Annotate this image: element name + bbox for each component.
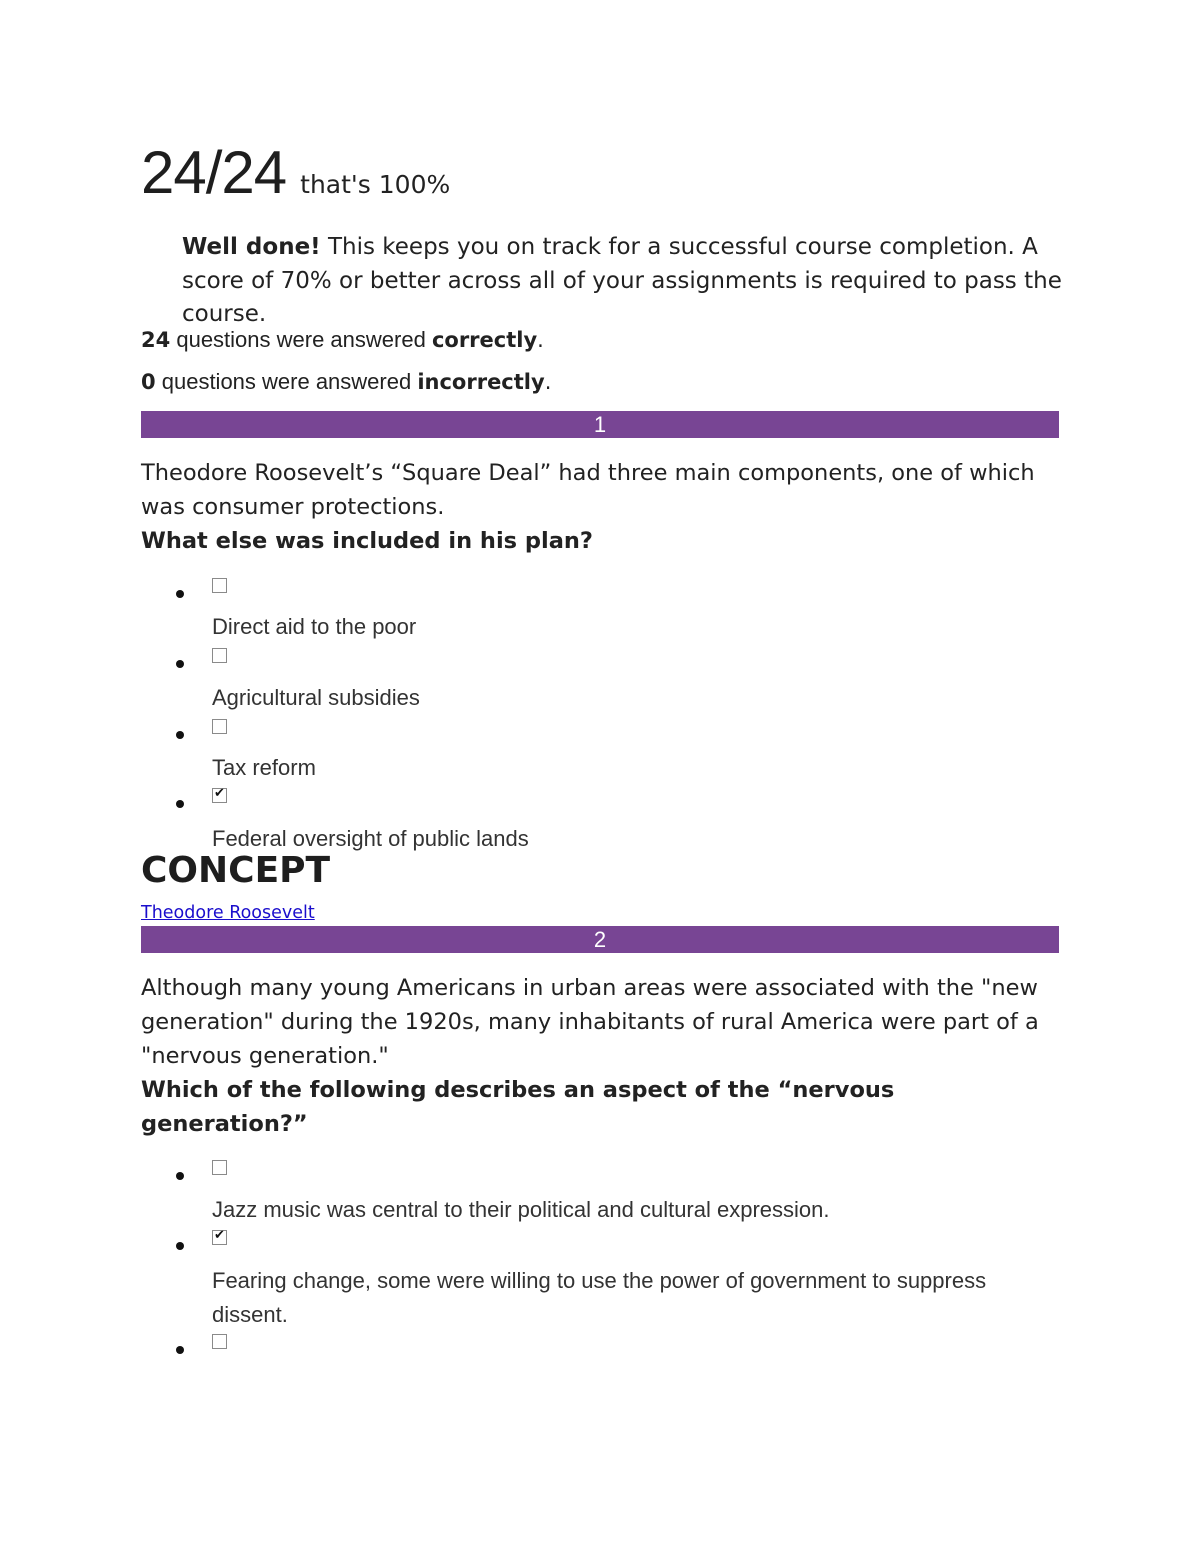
checkbox-checked[interactable] (212, 788, 227, 803)
checkbox[interactable] (212, 719, 227, 734)
bullet-icon (176, 1242, 184, 1250)
question-prompt: What else was included in his plan? (141, 528, 593, 554)
question-prompt: Which of the following describes an aspect of the “nervous generation?” (141, 1077, 895, 1137)
feedback-message (182, 231, 1062, 332)
correct-count: 24 (141, 328, 171, 352)
option-label: Tax reform (212, 755, 316, 780)
score-summary (141, 138, 450, 207)
incorrect-stat (141, 369, 551, 395)
option-label: Federal oversight of public lands (212, 826, 529, 851)
score-percent: that's 100% (300, 170, 451, 199)
incorrect-count: 0 (141, 370, 156, 394)
question-text: Although many young Americans in urban areas were associated with the "new generation" during the 1920s, many inhabitants of rural America were part of a "nervous generation." (141, 975, 1039, 1069)
checkbox[interactable] (212, 648, 227, 663)
bullet-icon (176, 800, 184, 808)
correct-text: questions were answered (170, 327, 432, 352)
option-label: Direct aid to the poor (212, 614, 417, 639)
question-number-bar: 2 (141, 926, 1059, 953)
option-label: Fearing change, some were willing to use the power of government to suppress dissent. (212, 1268, 987, 1327)
option-label: Jazz music was central to their political and cultural expression. (212, 1197, 830, 1222)
checkbox[interactable] (212, 1160, 227, 1175)
correct-period: . (537, 328, 544, 352)
score-fraction: 24/24 (141, 139, 287, 206)
question-text: Theodore Roosevelt’s “Square Deal” had three main components, one of which was consumer protections. (141, 460, 1035, 520)
incorrect-keyword: incorrectly (417, 370, 545, 394)
question-number-bar: 1 (141, 411, 1059, 438)
concept-link[interactable]: Theodore Roosevelt (141, 903, 315, 923)
feedback-bold: Well done! (182, 234, 321, 260)
option-label: Agricultural subsidies (212, 685, 420, 710)
bullet-icon (176, 590, 184, 598)
correct-keyword: correctly (431, 328, 538, 352)
bullet-icon (176, 660, 184, 668)
checkbox-checked[interactable] (212, 1230, 227, 1245)
incorrect-period: . (544, 370, 552, 394)
bullet-icon (176, 1172, 184, 1180)
bullet-icon (176, 731, 184, 739)
incorrect-text: questions were answered (155, 369, 418, 394)
feedback-text: This keeps you on track for a successful course completion. A score of 70% or better across all of your assignments is required to pass the course. (182, 234, 1062, 327)
concept-heading: CONCEPT (141, 850, 331, 891)
bullet-icon (176, 1346, 184, 1354)
checkbox[interactable] (212, 578, 227, 593)
correct-stat (141, 327, 544, 353)
checkbox[interactable] (212, 1334, 227, 1349)
